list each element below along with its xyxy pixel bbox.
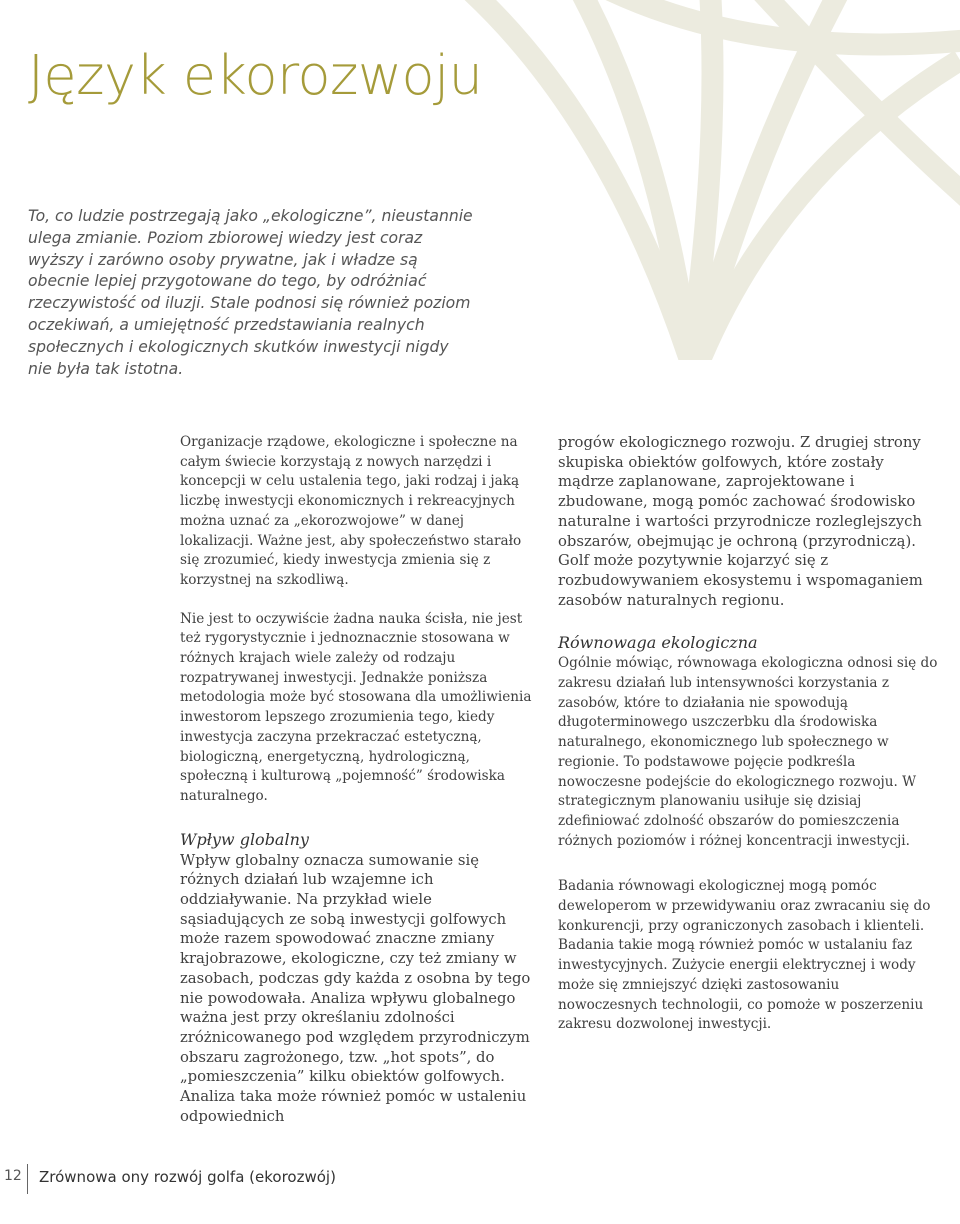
decorative-arch-stroke — [580, 0, 690, 360]
right-paragraph-3: Badania równowagi ekologicznej mogą pomóc deweloperom w przewidywaniu oraz zwracaniu się do konkurencji, przy ograniczonych zasobach i klienteli. Badania takie mogą również pomóc w ustalaniu faz inwestycyjnych. Zużycie energii elektrycznej i wody może się zmniejszyć dzięki zastosowaniu nowoczesnych technologii, co pomoże w poszerzeniu zakresu dozwolonej inwestycji. — [558, 878, 931, 1033]
right-paragraph-1: progów ekologicznego rozwoju. Z drugiej strony skupiska obiektów golfowych, które zostały mądrze zaplanowane, zaprojektowane i zbudowane, mogą pomóc zachować środowisko naturalne i wartości przyrodnicze rozleglejszych obszarów, obejmując je ochroną (przyrodniczą). Golf może pozytywnie kojarzyć się z rozbudowywaniem ekosystemu i wspomaganiem zasobów naturalnych regionu. — [558, 434, 923, 609]
footer-divider — [27, 1164, 28, 1194]
right-paragraph-2: Ogólnie mówiąc, równowaga ekologiczna odnosi się do zakresu działań lub intensywności korzystania z zasobów, które to działania nie spowodują długoterminowego uszczerbku dla środowiska naturalnego, ekonomicznego lub społecznego w regionie. To podstawowe pojęcie podkreśla nowoczesne podejście do ekologicznego rozwoju. W strategicznym planowaniu usiłuje się dzisiaj zdefiniować zdolność obszarów do pomieszczenia różnych poziomów i różnej koncentracji inwestycji. — [558, 655, 938, 849]
right-column — [558, 433, 938, 1054]
left-paragraph-1: Organizacje rządowe, ekologiczne i społeczne na całym świecie korzystają z nowych narzędzi i koncepcji w celu ustalenia tego, jaki rodzaj i jaką liczbę inwestycji ekonomicznych i rekreacyjnych można uznać za „ekorozwojowe” w danej lokalizacji. Ważne jest, aby społeczeństwo starało się zrozumieć, kiedy inwestycja zmienia się z korzystnej na szkodliwą. — [180, 434, 522, 588]
footer-title: Zrównowa ony rozwój golfa (ekorozwój) — [39, 1168, 336, 1186]
page-number: 12 — [4, 1168, 22, 1184]
heading-global-impact: Wpływ globalny — [180, 829, 309, 849]
page-title: Język ekorozwoju — [28, 44, 483, 107]
left-paragraph-3: Wpływ globalny oznacza sumowanie się różnych działań lub wzajemne ich oddziaływanie. Na przykład wiele sąsiadujących ze sobą inwestycji golfowych może razem spowodować znaczne zmiany krajobrazowe, ekologiczne, czy też zmiany w zasobach, podczas gdy każda z osobna by tego nie powodowała. Analiza wpływu globalnego ważna jest przy określaniu zdolności zróżnicowanego pod względem przyrodniczym obszaru zagrożonego, tzw. „hot spots”, do „pomieszczenia” kilku obiektów golfowych. Analiza taka może również pomóc w ustaleniu odpowiednich — [180, 851, 531, 1125]
intro-paragraph: To, co ludzie postrzegają jako „ekologiczne”, nieustannie ulega zmianie. Poziom zbiorowej wiedzy jest coraz wyższy i zarówno osoby prywatne, jak i władze są obecnie lepiej przygotowane do tego, by odróżniać rzeczywistość od iluzji. Stale podnosi się również poziom oczekiwań, a umiejętność przedstawiania realnych społecznych i ekologicznych skutków inwestycji nigdy nie była tak istotna. — [28, 207, 473, 378]
heading-ecological-balance: Równowaga ekologiczna — [558, 633, 758, 653]
decorative-arch-graphic — [460, 0, 960, 360]
left-column — [180, 433, 540, 1146]
page-footer — [0, 1160, 960, 1200]
left-paragraph-2: Nie jest to oczywiście żadna nauka ścisła, nie jest też rygorystycznie i jednoznacznie stosowana w różnych krajach wiele zależy od rodzaju rozpatrywanej inwestycji. Jednakże poniższa metodologia może być stosowana dla umożliwienia inwestorom lepszego zrozumienia tego, kiedy inwestycja zaczyna przekraczać estetyczną, biologiczną, energetyczną, hydrologiczną, społeczną i kulturową „pojemność” środowiska naturalnego. — [180, 610, 532, 804]
